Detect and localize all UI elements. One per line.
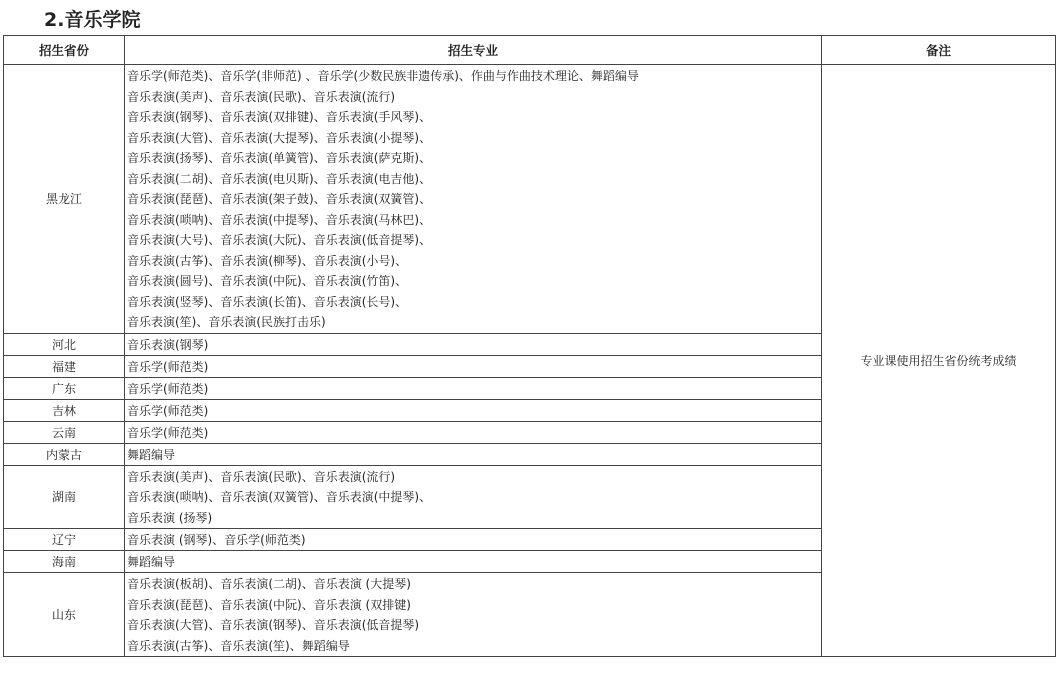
major-line: 音乐表演(二胡)、音乐表演(电贝斯)、音乐表演(电吉他)、 xyxy=(127,171,432,186)
province-cell: 黑龙江 xyxy=(4,65,125,334)
major-line: 音乐学(师范类) xyxy=(127,359,209,374)
majors-cell xyxy=(125,551,822,573)
major-line: 音乐表演(古筝)、音乐表演(柳琴)、音乐表演(小号)、 xyxy=(127,253,408,268)
majors-cell xyxy=(125,333,822,355)
major-line: 音乐表演(钢琴) xyxy=(127,337,209,352)
major-line: 音乐表演(圆号)、音乐表演(中阮)、音乐表演(竹笛)、 xyxy=(127,274,408,288)
major-line: 音乐表演(竖琴)、音乐表演(长笛)、音乐表演(长号)、 xyxy=(127,294,408,309)
major-line: 音乐表演 (钢琴)、音乐学(师范类) xyxy=(127,533,306,547)
majors-cell xyxy=(125,377,822,399)
province-cell: 内蒙古 xyxy=(4,443,125,465)
enrollment-table xyxy=(3,35,1056,657)
major-line: 音乐表演(扬琴)、音乐表演(单簧管)、音乐表演(萨克斯)、 xyxy=(127,151,432,165)
major-line: 舞蹈编导 xyxy=(127,555,176,569)
majors-cell xyxy=(125,465,822,529)
majors-cell xyxy=(125,399,822,421)
province-cell: 广东 xyxy=(4,377,125,399)
major-line: 音乐表演(美声)、音乐表演(民歌)、音乐表演(流行) xyxy=(127,89,396,104)
major-line: 音乐表演(唢呐)、音乐表演(双簧管)、音乐表演(中提琴)、 xyxy=(127,490,432,504)
major-line: 音乐学(师范类) xyxy=(127,381,209,396)
major-line: 音乐学(师范类) xyxy=(127,425,209,440)
major-line: 音乐表演(唢呐)、音乐表演(中提琴)、音乐表演(马林巴)、 xyxy=(127,212,432,227)
majors-cell xyxy=(125,65,822,334)
province-cell: 湖南 xyxy=(4,465,125,529)
major-line: 音乐学(师范类)、音乐学(非师范) 、音乐学(少数民族非遗传承)、作曲与作曲技术理论、舞蹈编导 xyxy=(127,69,639,83)
majors-cell xyxy=(125,529,822,551)
major-line: 音乐学(师范类) xyxy=(127,403,209,418)
major-line: 音乐表演(大号)、音乐表演(大阮)、音乐表演(低音提琴)、 xyxy=(127,233,432,247)
province-cell: 海南 xyxy=(4,551,125,573)
major-line: 音乐表演 (扬琴) xyxy=(127,510,213,525)
remark-cell: 专业课使用招生省份统考成绩 xyxy=(822,65,1056,657)
major-line: 音乐表演(笙)、音乐表演(民族打击乐) xyxy=(127,315,326,329)
province-cell: 云南 xyxy=(4,421,125,443)
header-row xyxy=(4,36,1056,65)
table-row xyxy=(4,65,1056,334)
major-line: 音乐表演(大管)、音乐表演(钢琴)、音乐表演(低音提琴) xyxy=(127,618,420,632)
major-line: 音乐表演(美声)、音乐表演(民歌)、音乐表演(流行) xyxy=(127,469,396,484)
majors-cell xyxy=(125,355,822,377)
major-line: 音乐表演(古筝)、音乐表演(笙)、舞蹈编导 xyxy=(127,638,350,653)
province-cell: 吉林 xyxy=(4,399,125,421)
province-cell: 辽宁 xyxy=(4,529,125,551)
major-line: 音乐表演(琵琶)、音乐表演(中阮)、音乐表演 (双排键) xyxy=(127,597,411,612)
province-cell: 福建 xyxy=(4,355,125,377)
province-cell: 山东 xyxy=(4,573,125,657)
major-line: 音乐表演(板胡)、音乐表演(二胡)、音乐表演 (大提琴) xyxy=(127,577,411,591)
major-line: 音乐表演(大管)、音乐表演(大提琴)、音乐表演(小提琴)、 xyxy=(127,130,432,145)
header-province: 招生省份 xyxy=(4,36,125,65)
province-cell: 河北 xyxy=(4,333,125,355)
major-line: 音乐表演(琵琶)、音乐表演(架子鼓)、音乐表演(双簧管)、 xyxy=(127,192,432,206)
major-line: 舞蹈编导 xyxy=(127,447,176,462)
major-line: 音乐表演(钢琴)、音乐表演(双排键)、音乐表演(手风琴)、 xyxy=(127,110,432,124)
header-remarks: 备注 xyxy=(822,36,1056,65)
majors-cell xyxy=(125,573,822,657)
majors-cell xyxy=(125,421,822,443)
section-title: 2.音乐学院 xyxy=(44,9,141,31)
header-majors: 招生专业 xyxy=(125,36,822,65)
majors-cell xyxy=(125,443,822,465)
